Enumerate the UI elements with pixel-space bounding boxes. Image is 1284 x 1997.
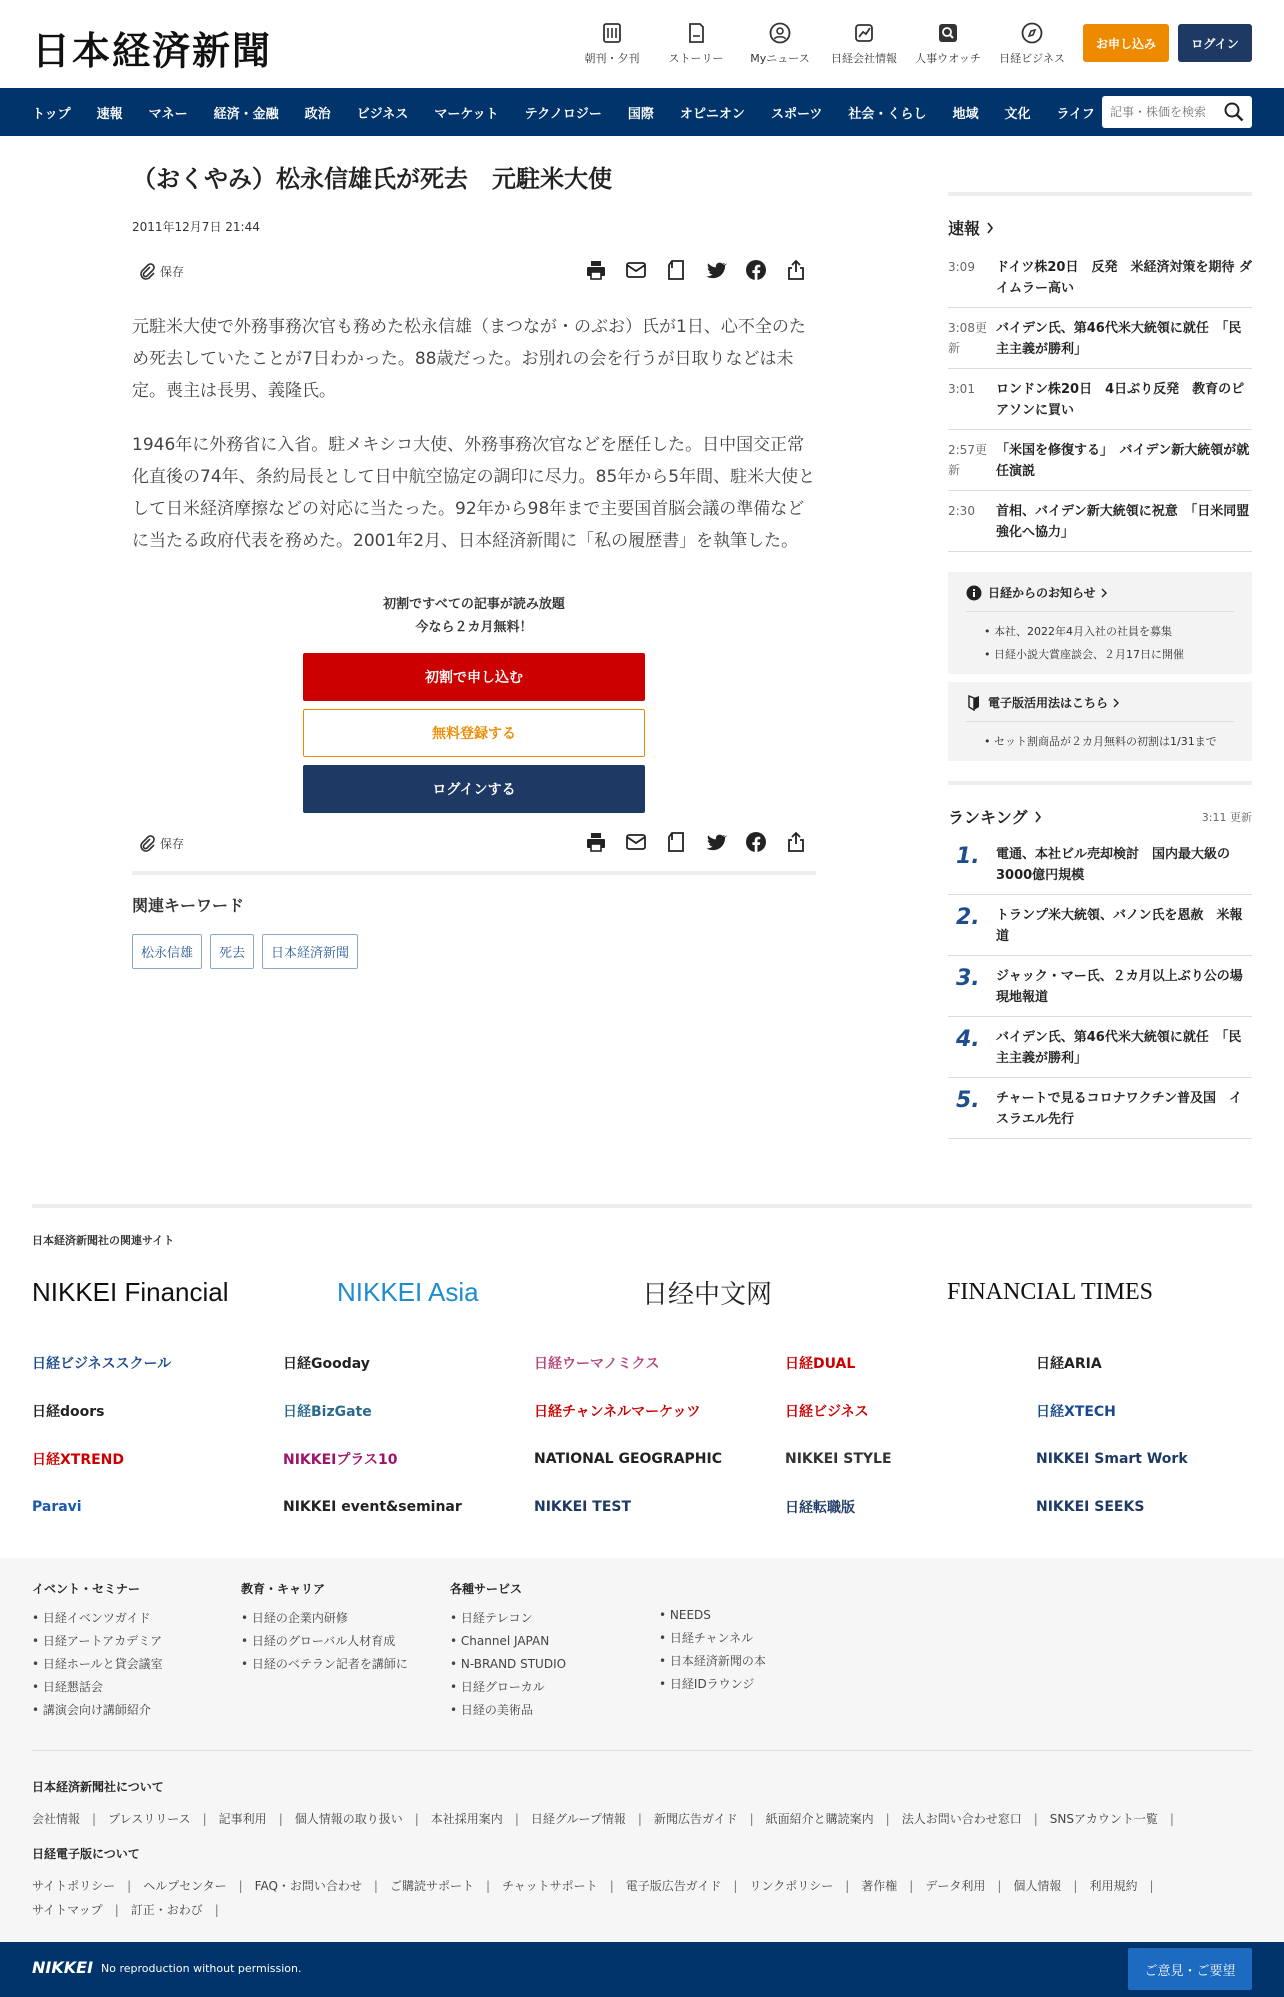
ranking-list xyxy=(948,834,1256,1139)
related-site-logo[interactable]: NIKKEI TEST xyxy=(534,1499,632,1515)
about-company-links xyxy=(32,1807,1252,1831)
related-site-logo[interactable]: 日経DUAL xyxy=(785,1356,856,1372)
site-header xyxy=(0,0,1284,88)
article-paragraph: 1946年に外務省に入省。駐メキシコ大使、外務事務次官などを歴任した。日中国交正常化直後の74年、条約局長として日中航空協定の調印に尽力。85年から5年間、駐米大使として日米経済摩擦などの対応に当たった。92年から98年まで主要国首脳会議の準備などに当たる政府代表を務めた。2001年2月、日本経済新聞に「私の履歴書」を執筆した。 xyxy=(132,435,816,551)
footer-column-title: イベント・セミナー xyxy=(32,1582,141,1596)
ranking-item[interactable] xyxy=(948,895,1252,956)
mail-icon[interactable] xyxy=(616,259,656,281)
footer-link-list xyxy=(659,1604,868,1696)
rank-number: 2. xyxy=(956,905,980,930)
footer-link[interactable]: チャットサポート | xyxy=(502,1874,614,1898)
twitter-icon[interactable] xyxy=(696,259,736,281)
guide-item[interactable]: • セット割商品が２カ月無料の初割は1/31まで xyxy=(984,730,1234,753)
site-logo[interactable]: 日本経済新聞 xyxy=(32,28,273,73)
related-site-logo[interactable]: 日経doors xyxy=(32,1404,105,1420)
news-time: 2:30 xyxy=(948,504,975,518)
nav-story[interactable] xyxy=(654,22,738,66)
footer-link[interactable]: • N-BRAND STUDIO xyxy=(450,1653,659,1676)
gnav-item[interactable]: マーケット xyxy=(434,106,499,122)
footer-link[interactable]: ご購読サポート | xyxy=(390,1874,490,1898)
chart-icon xyxy=(853,22,875,44)
login-promo-button[interactable]: ログインする xyxy=(303,765,645,813)
share-tools xyxy=(576,831,816,853)
header-nav xyxy=(570,22,1074,66)
footer-link[interactable]: • 日経テレコン xyxy=(450,1607,659,1630)
promo-line-1: 初割ですべての記事が読み放題 xyxy=(383,597,565,612)
bookmark-icon[interactable] xyxy=(656,831,696,853)
related-sites-title: 日本経済新聞社の関連サイト xyxy=(32,1234,175,1247)
gnav-item[interactable]: オピニオン xyxy=(679,106,745,122)
mail-icon[interactable] xyxy=(616,831,656,853)
facebook-icon[interactable] xyxy=(736,831,776,853)
footer-column xyxy=(450,1580,659,1722)
footer-column-title xyxy=(659,1580,868,1594)
rank-number: 5. xyxy=(956,1088,980,1113)
gnav-item[interactable]: ビジネス xyxy=(356,106,409,122)
nav-personnel-watch[interactable] xyxy=(906,22,990,66)
article-toolbar-bottom xyxy=(132,827,816,861)
footer-link-list xyxy=(450,1607,659,1722)
divider xyxy=(32,1750,1252,1751)
keywords-title: 関連キーワード xyxy=(132,896,245,915)
footer-link[interactable]: プレスリリース | xyxy=(108,1807,207,1831)
gnav-item[interactable]: 速報 xyxy=(96,106,123,122)
divider xyxy=(132,871,816,875)
related-site-logo[interactable]: NIKKEI event&seminar xyxy=(283,1499,462,1515)
share-icon[interactable] xyxy=(776,259,816,281)
footer-column-title: 各種サービス xyxy=(450,1582,523,1596)
news-item[interactable] xyxy=(948,430,1252,491)
footer-link[interactable]: • 日経懇話会 xyxy=(32,1676,241,1699)
info-icon xyxy=(966,585,982,601)
notice-item[interactable]: • 本社、2022年4月入社の社員を募集 xyxy=(984,620,1234,643)
bottom-bar xyxy=(0,1942,1284,1997)
related-site-logo[interactable]: Paravi xyxy=(32,1499,82,1515)
login-button[interactable]: ログイン xyxy=(1178,24,1252,62)
related-site-logo[interactable]: 日経ビジネス xyxy=(785,1404,869,1420)
compass-icon xyxy=(1021,22,1043,44)
footer-columns xyxy=(32,1580,868,1722)
news-time: 3:01 xyxy=(948,382,975,396)
news-title: 「米国を修復する」 バイデン新大統領が就任演説 xyxy=(996,443,1250,479)
gnav-item[interactable]: ライフ xyxy=(1056,106,1095,122)
section-title: 速報 xyxy=(948,219,981,238)
nav-morning-evening-edition[interactable] xyxy=(570,22,654,66)
facebook-icon[interactable] xyxy=(736,259,776,281)
breaking-news-heading[interactable] xyxy=(948,216,1252,239)
notice-heading[interactable] xyxy=(966,578,1234,612)
nav-label: 日経会社情報 xyxy=(831,52,897,65)
print-icon[interactable] xyxy=(576,831,616,853)
related-site-logo[interactable]: 日経Gooday xyxy=(283,1356,370,1372)
chevron-right-icon xyxy=(1108,698,1122,708)
subscription-promo xyxy=(132,593,816,813)
footer-link[interactable]: リンクポリシー | xyxy=(749,1874,849,1898)
footer-link[interactable]: 利用規約 | xyxy=(1089,1874,1153,1898)
search-person-icon xyxy=(937,22,959,44)
rank-title: 電通、本社ビル売却検討 国内最大級の3000億円規模 xyxy=(996,847,1231,883)
footer-link[interactable]: 法人お問い合わせ窓口 | xyxy=(902,1807,1038,1831)
related-site-logo[interactable]: NATIONAL GEOGRAPHIC xyxy=(534,1451,722,1467)
gnav-item[interactable]: マネー xyxy=(148,106,188,122)
footer-link[interactable]: 著作権 | xyxy=(861,1874,913,1898)
footer-link[interactable]: 日経グループ情報 | xyxy=(531,1807,642,1831)
notice-item[interactable]: • 日経小説大賞座談会、２月17日に開催 xyxy=(984,643,1234,666)
nav-my-news[interactable] xyxy=(738,22,822,66)
about-digital-title: 日経電子版について xyxy=(32,1847,140,1861)
financial-times-logo[interactable]: FINANCIAL TIMES xyxy=(947,1278,1154,1305)
rank-number: 3. xyxy=(956,966,980,991)
search-input[interactable] xyxy=(1102,96,1218,128)
news-title: バイデン氏、第46代米大統領に就任 「民主主義が勝利」 xyxy=(996,321,1242,357)
news-title: 首相、バイデン新大統領に祝意 「日米同盟強化へ協力」 xyxy=(996,504,1250,540)
nav-label: 人事ウオッチ xyxy=(915,52,981,65)
article-paragraph: 元駐米大使で外務事務次官も務めた松永信雄（まつなが・のぶお）氏が1日、心不全のため死去していたことが7日わかった。88歳だった。お別れの会を行うが日取りなどは未定。喪主は長男、義隆氏。 xyxy=(132,317,806,401)
nikkei-financial-logo[interactable]: NIKKEI Financial xyxy=(32,1276,229,1307)
book-icon xyxy=(685,22,707,44)
footer-link[interactable]: 記事利用 | xyxy=(219,1807,283,1831)
notice-title: 日経からのお知らせ xyxy=(988,586,1096,600)
beginner-mark-icon xyxy=(966,695,982,711)
footer-link[interactable]: • 日経チャンネル xyxy=(659,1627,868,1650)
nikkei-chinese-logo[interactable]: 日经中文网 xyxy=(642,1279,773,1310)
footer-link[interactable]: • 日経アートアカデミア xyxy=(32,1630,241,1653)
news-item[interactable] xyxy=(948,247,1252,308)
article-title: （おくやみ）松永信雄氏が死去 元駐米大使 xyxy=(132,165,612,193)
footer-link[interactable]: データ利用 | xyxy=(925,1874,1001,1898)
rank-number: 1. xyxy=(956,844,980,869)
ranking-heading[interactable] xyxy=(948,805,1042,828)
footer-link[interactable]: • Channel JAPAN xyxy=(450,1630,659,1653)
news-item[interactable] xyxy=(948,491,1252,552)
gnav-item[interactable]: トップ xyxy=(32,106,71,122)
related-site-logo[interactable]: 日経ARIA xyxy=(1036,1356,1102,1372)
keyword-tag[interactable]: 日本経済新聞 xyxy=(262,934,358,969)
footer-link[interactable]: • 日経ホールと貸会議室 xyxy=(32,1653,241,1676)
article-date: 2011年12月7日 21:44 xyxy=(132,220,260,234)
nav-label: 朝刊・夕刊 xyxy=(584,52,640,65)
nav-nikkei-business[interactable] xyxy=(990,22,1074,66)
related-site-logo[interactable]: 日経チャンネルマーケッツ xyxy=(534,1404,701,1420)
user-icon xyxy=(769,22,791,44)
related-site-logo[interactable]: 日経XTREND xyxy=(32,1452,125,1468)
footer-link[interactable]: SNSアカウント一覧 | xyxy=(1050,1807,1174,1831)
feedback-button[interactable]: ご意見・ご要望 xyxy=(1128,1948,1252,1990)
footer-link[interactable]: 会社情報 | xyxy=(32,1807,96,1831)
trial-subscribe-button[interactable]: 初割で申し込む xyxy=(303,653,645,701)
free-register-button[interactable]: 無料登録する xyxy=(303,709,645,757)
copyright-text: No reproduction without permission. xyxy=(101,1962,302,1975)
guide-heading[interactable] xyxy=(966,688,1234,722)
related-site-logo[interactable]: 日経ウーマノミクス xyxy=(534,1356,660,1372)
footer-link-list xyxy=(32,1607,241,1722)
nav-label: ストーリー xyxy=(668,52,724,65)
rank-title: バイデン氏、第46代米大統領に就任 「民主主義が勝利」 xyxy=(996,1030,1242,1066)
related-site-logo[interactable]: NIKKEI Smart Work xyxy=(1036,1451,1188,1467)
paperclip-icon xyxy=(138,834,156,852)
footer-link[interactable]: • 日経の美術品 xyxy=(450,1699,659,1722)
about-digital-links xyxy=(32,1874,1252,1922)
related-site-logo[interactable]: 日経転職版 xyxy=(785,1500,855,1516)
keyword-tag[interactable]: 死去 xyxy=(210,934,254,969)
paperclip-icon xyxy=(138,262,156,280)
related-site-logo[interactable]: NIKKEIプラス10 xyxy=(283,1452,398,1468)
footer-link[interactable]: • 日経イベンツガイド xyxy=(32,1607,241,1630)
ranking-item[interactable] xyxy=(948,1017,1252,1078)
footer-link[interactable]: • 日本経済新聞の本 xyxy=(659,1650,868,1673)
footer-link[interactable]: • 日経IDラウンジ xyxy=(659,1673,868,1696)
save-label: 保存 xyxy=(160,836,185,851)
site-footer xyxy=(0,1558,1284,1942)
news-item[interactable] xyxy=(948,308,1252,369)
news-time: 3:09 xyxy=(948,260,975,274)
chevron-right-icon xyxy=(1096,588,1110,598)
section-title: ランキング xyxy=(948,808,1028,827)
gnav-item[interactable]: 国際 xyxy=(627,106,654,122)
search-icon[interactable] xyxy=(1224,102,1244,122)
article-toolbar-top xyxy=(132,255,816,289)
footer-link[interactable]: • 講演会向け講師紹介 xyxy=(32,1699,241,1722)
ranking-header xyxy=(948,781,1252,828)
notice-box xyxy=(948,572,1252,674)
footer-link[interactable]: 個人情報の取り扱い | xyxy=(295,1807,419,1831)
rank-title: トランプ米大統領、バノン氏を恩赦 米報道 xyxy=(996,908,1243,944)
save-button[interactable] xyxy=(138,834,184,852)
save-button[interactable] xyxy=(138,262,184,280)
news-title: ドイツ株20日 反発 米経済対策を期待 ダイムラー高い xyxy=(996,260,1252,296)
promo-line-2: 今なら２カ月無料！ xyxy=(415,620,533,635)
guide-box xyxy=(948,682,1252,761)
footer-link[interactable]: 新聞広告ガイド | xyxy=(654,1807,754,1831)
site-logo-grid xyxy=(32,1350,1252,1520)
footer-link[interactable]: 電子版広告ガイド | xyxy=(626,1874,738,1898)
footer-link[interactable]: • 日経グローカル xyxy=(450,1676,659,1699)
rank-title: チャートで見るコロナワクチン普及国 イスラエル先行 xyxy=(996,1091,1242,1127)
keyword-list xyxy=(132,934,816,969)
nav-label: Myニュース xyxy=(750,52,810,65)
nav-company-info[interactable] xyxy=(822,22,906,66)
footer-link[interactable]: 紙面紹介と購読案内 | xyxy=(766,1807,890,1831)
guide-list xyxy=(966,722,1234,753)
sidebar xyxy=(948,192,1256,1139)
newspaper-icon xyxy=(601,22,623,44)
news-time: 3:08更新 xyxy=(948,321,987,355)
twitter-icon[interactable] xyxy=(696,831,736,853)
gnav-item[interactable]: 社会・くらし xyxy=(848,106,927,122)
related-site-logo[interactable]: 日経XTECH xyxy=(1036,1404,1116,1420)
footer-about xyxy=(32,1778,1252,1936)
footer-link[interactable]: 本社採用案内 | xyxy=(431,1807,519,1831)
related-sites xyxy=(32,1204,1252,1520)
global-nav xyxy=(0,88,1284,136)
keyword-tag[interactable]: 松永信雄 xyxy=(132,934,202,969)
featured-site-logos xyxy=(32,1272,1252,1312)
footer-column xyxy=(241,1580,450,1722)
news-item[interactable] xyxy=(948,369,1252,430)
save-label: 保存 xyxy=(160,264,185,279)
bookmark-icon[interactable] xyxy=(656,259,696,281)
nikkei-logo[interactable]: NIKKEI xyxy=(32,1958,94,1977)
notice-list xyxy=(966,612,1234,666)
footer-link[interactable]: 訂正・おわび | xyxy=(131,1898,219,1922)
subscribe-button[interactable]: お申し込み xyxy=(1083,24,1169,62)
footer-link[interactable]: ヘルプセンター | xyxy=(143,1874,242,1898)
news-time: 2:57更新 xyxy=(948,443,987,477)
footer-link[interactable]: サイトポリシー | xyxy=(32,1874,131,1898)
gnav-item[interactable]: テクノロジー xyxy=(524,106,602,122)
chevron-right-icon xyxy=(1034,811,1042,823)
news-title: ロンドン株20日 4日ぶり反発 教育のピアソンに買い xyxy=(996,382,1245,418)
gnav-item[interactable]: 政治 xyxy=(304,106,331,122)
related-site-logo[interactable]: 日経ビジネススクール xyxy=(32,1356,172,1372)
share-tools xyxy=(576,259,816,281)
global-nav-list xyxy=(32,88,1121,136)
print-icon[interactable] xyxy=(576,259,616,281)
gnav-item[interactable]: 地域 xyxy=(952,106,979,122)
footer-link[interactable]: • 日経のベテラン記者を講師に xyxy=(241,1653,450,1676)
nikkei-asia-logo[interactable]: NIKKEI Asia xyxy=(337,1276,479,1307)
related-site-logo[interactable]: 日経BizGate xyxy=(283,1404,372,1420)
article-body xyxy=(132,311,816,557)
ranking-updated: 3:11 更新 xyxy=(1201,810,1252,824)
search-box xyxy=(1102,96,1252,128)
ranking-item[interactable] xyxy=(948,956,1256,1017)
rank-number: 4. xyxy=(956,1027,980,1052)
breaking-news-list xyxy=(948,247,1252,552)
related-site-logo[interactable]: NIKKEI SEEKS xyxy=(1036,1499,1145,1515)
footer-column xyxy=(32,1580,241,1722)
article xyxy=(132,160,816,969)
related-site-logo[interactable]: NIKKEI STYLE xyxy=(785,1451,892,1467)
share-icon[interactable] xyxy=(776,831,816,853)
footer-column xyxy=(659,1580,868,1722)
footer-link[interactable]: FAQ・お問い合わせ | xyxy=(255,1874,378,1898)
footer-link[interactable]: • NEEDS xyxy=(659,1604,868,1627)
chevron-right-icon xyxy=(986,222,994,234)
rank-title: ジャック・マー氏、２カ月以上ぶり公の場 現地報道 xyxy=(996,969,1256,1005)
gnav-item[interactable]: 経済・金融 xyxy=(213,106,279,122)
footer-link-list xyxy=(241,1607,450,1676)
divider xyxy=(948,192,1252,196)
footer-link[interactable]: • 日経の企業内研修 xyxy=(241,1607,450,1630)
footer-column-title: 教育・キャリア xyxy=(241,1582,326,1596)
nav-label: 日経ビジネス xyxy=(999,52,1065,65)
gnav-item[interactable]: スポーツ xyxy=(770,106,823,122)
ranking-item[interactable] xyxy=(948,834,1252,895)
gnav-item[interactable]: 文化 xyxy=(1004,106,1031,122)
guide-title: 電子版活用法はこちら xyxy=(988,696,1109,710)
about-company-title: 日本経済新聞社について xyxy=(32,1780,164,1794)
footer-link[interactable]: • 日経のグローバル人材育成 xyxy=(241,1630,450,1653)
footer-link[interactable]: 個人情報 | xyxy=(1013,1874,1077,1898)
footer-link[interactable]: サイトマップ | xyxy=(32,1898,119,1922)
ranking-item[interactable] xyxy=(948,1078,1252,1139)
